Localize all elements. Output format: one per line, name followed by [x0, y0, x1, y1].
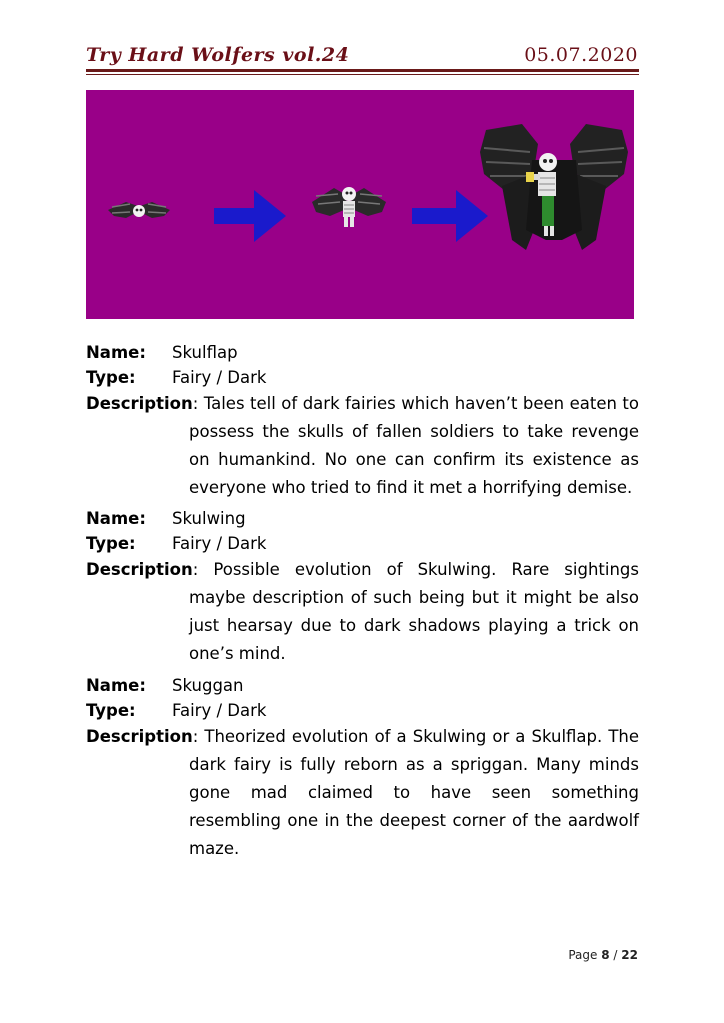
name-row	[86, 673, 639, 698]
type-label: Type:	[86, 701, 136, 720]
page-total: 22	[621, 948, 638, 962]
evolution-figure	[86, 90, 634, 319]
evolution-arrow-2	[412, 190, 488, 242]
name-value: Skulflap	[172, 343, 238, 362]
page-number: 8	[601, 948, 610, 962]
evolution-illustration	[86, 90, 634, 319]
name-label: Name:	[86, 676, 146, 695]
type-label: Type:	[86, 534, 136, 553]
description-label: Description	[86, 727, 193, 746]
skuggan-sprite	[480, 124, 628, 250]
name-row	[86, 340, 639, 365]
name-label: Name:	[86, 509, 146, 528]
type-row	[86, 698, 639, 723]
page-header	[86, 44, 638, 72]
header-rule	[86, 69, 639, 72]
type-label: Type:	[86, 368, 136, 387]
description-text: Possible evolution of Skulwing. Rare sightings maybe description of such being but it might be also just hearsay due to dark shadows playing a trick on one’s mind.	[189, 560, 640, 663]
description-colon: :	[192, 394, 199, 413]
document-date: 05.07.2020	[524, 44, 638, 66]
description-row	[86, 556, 639, 668]
document-title: Try Hard Wolfers vol.24	[86, 44, 350, 66]
description-label: Description	[86, 394, 193, 413]
skulflap-sprite	[108, 202, 170, 218]
name-label: Name:	[86, 343, 146, 362]
description-row	[86, 723, 639, 863]
description-text: Theorized evolution of a Skulwing or a Skulflap. The dark fairy is fully reborn as a spriggan. Many minds gone mad claimed to have seen something resembling one in the deepest corner of the aardwolf maze.	[189, 727, 640, 858]
description-text: Tales tell of dark fairies which haven’t been eaten to possess the skulls of fallen soldiers to take revenge on humankind. No one can confirm its existence as everyone who tried to find it met a horrifying demise.	[189, 394, 639, 497]
page-footer	[568, 948, 638, 962]
entry-skuggan	[86, 673, 639, 863]
description-colon: :	[192, 560, 199, 579]
entry-skulflap	[86, 340, 639, 502]
name-row	[86, 506, 639, 531]
name-value: Skuggan	[172, 676, 244, 695]
page-label: Page	[568, 948, 598, 962]
description-row	[86, 390, 639, 502]
description-colon: :	[192, 727, 199, 746]
header-rule-thin	[86, 74, 639, 75]
evolution-arrow-1	[214, 190, 286, 242]
name-value: Skulwing	[172, 509, 246, 528]
type-value: Fairy / Dark	[172, 534, 267, 553]
type-row	[86, 531, 639, 556]
description-label: Description	[86, 560, 193, 579]
type-value: Fairy / Dark	[172, 701, 267, 720]
type-value: Fairy / Dark	[172, 368, 267, 387]
type-row	[86, 365, 639, 390]
skulwing-sprite	[312, 187, 386, 227]
page-separator: /	[613, 948, 618, 962]
entry-skulwing	[86, 506, 639, 668]
